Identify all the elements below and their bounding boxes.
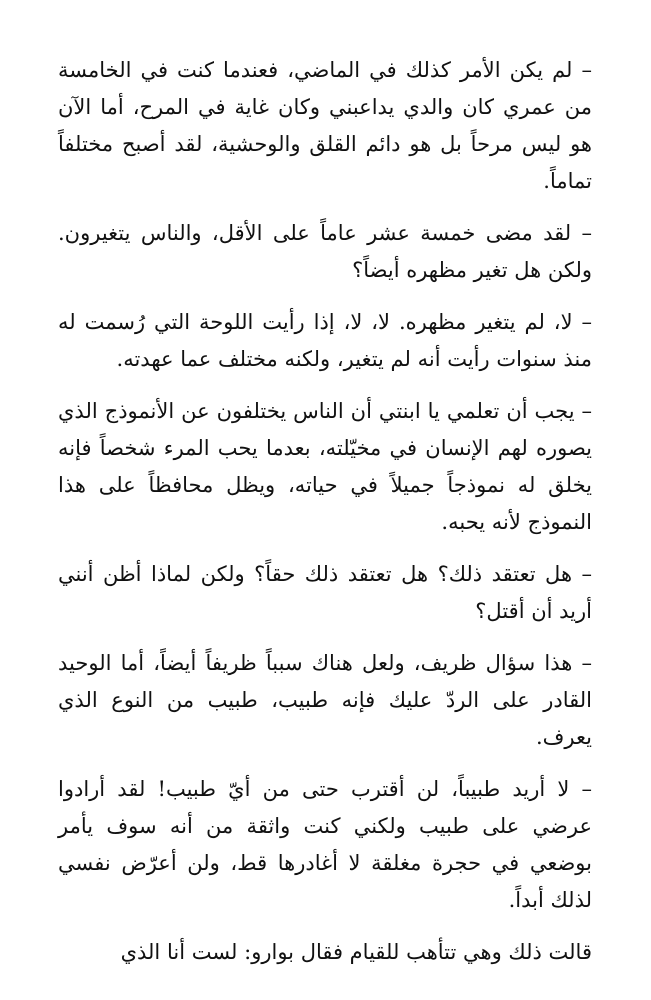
- paragraph: – لا، لم يتغير مظهره. لا، لا، إذا رأيت اللوحة التي رُسمت له منذ سنوات رأيت أنه لم يتغير، ولكنه مختلف عما عهدته.: [58, 310, 592, 371]
- paragraph: – لم يكن الأمر كذلك في الماضي، فعندما كنت في الخامسة من عمري كان والدي يداعبني وكان غاية في المرح، أما الآن هو ليس مرحاً بل هو دائم القلق والوحشية، لقد أصبح مختلفاً تماماً.: [58, 58, 592, 193]
- document-page: [58, 52, 592, 971]
- paragraph: – لقد مضى خمسة عشر عاماً على الأقل، والناس يتغيرون. ولكن هل تغير مظهره أيضاً؟: [58, 221, 592, 282]
- paragraph: قالت ذلك وهي تتأهب للقيام فقال بوارو: لست أنا الذي: [120, 940, 592, 964]
- paragraph: – لا أريد طبيباً، لن أقترب حتى من أيّ طبيب! لقد أرادوا عرضي على طبيب ولكني كنت واثقة من أنه سوف يأمر بوضعي في حجرة مغلقة لا أغادرها قط، ولن أعرّض نفسي لذلك أبداً.: [58, 777, 592, 912]
- paragraph: – هذا سؤال ظريف، ولعل هناك سبباً ظريفاً أيضاً، أما الوحيد القادر على الردّ عليك فإنه طبيب، طبيب من النوع الذي يعرف.: [58, 651, 592, 749]
- paragraph: – يجب أن تعلمي يا ابنتي أن الناس يختلفون عن الأنموذج الذي يصوره لهم الإنسان في مخيّلته، بعدما يحب المرء شخصاً فإنه يخلق له نموذجاً جميلاً في حياته، ويظل محافظاً على هذا النموذج لأنه يحبه.: [58, 399, 592, 534]
- paragraph: – هل تعتقد ذلك؟ هل تعتقد ذلك حقاً؟ ولكن لماذا أظن أنني أريد أن أقتل؟: [58, 562, 592, 623]
